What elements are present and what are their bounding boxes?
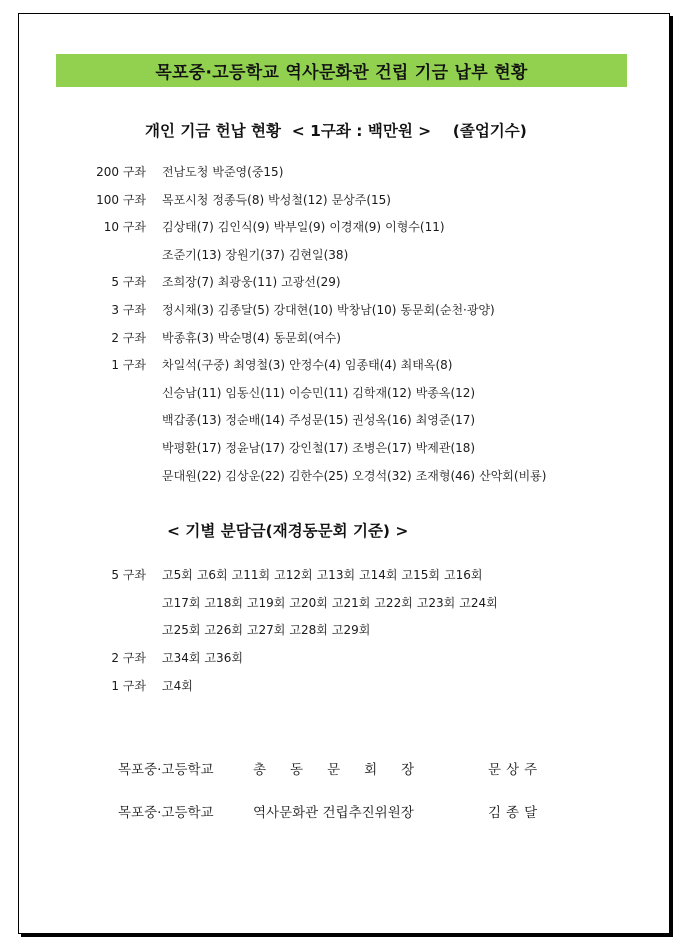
- donor-name: 백갑종(13): [162, 412, 222, 427]
- donor-names: [162, 163, 283, 180]
- donor-name: 고27회: [246, 622, 286, 637]
- donor-name: 김상태(7): [162, 219, 214, 234]
- donor-name: 고12회: [274, 567, 313, 582]
- donation-row: [60, 647, 243, 667]
- donor-name: 주성문(15): [288, 412, 349, 427]
- donor-names: [162, 594, 498, 611]
- donor-names: [162, 301, 495, 318]
- donor-name: 고20회: [289, 595, 328, 610]
- donor-name: 고22회: [374, 595, 413, 610]
- donation-row: [60, 592, 498, 612]
- donor-names: [162, 246, 348, 263]
- donor-name: 권성옥(16): [352, 412, 412, 427]
- donor-name: 정시채(3): [162, 302, 214, 317]
- donor-name: 박평환(17): [162, 440, 222, 455]
- donor-name: 박부일(9): [273, 219, 326, 234]
- donor-name: 임종태(4): [344, 357, 397, 372]
- donor-name: 박준영(중15): [212, 164, 284, 179]
- share-count-label: 3 구좌: [111, 302, 146, 317]
- donor-name: 이승민(11): [288, 385, 349, 400]
- donor-name: 김한수(25): [288, 468, 349, 483]
- donation-row: [60, 216, 445, 236]
- signature-role: 역사문화관 건립추진위원장: [253, 805, 414, 821]
- share-count-label: 5 구좌: [111, 567, 146, 582]
- donation-row: [60, 161, 283, 181]
- signature-org: 목포중·고등학교: [118, 805, 214, 821]
- donor-name: 전남도청: [162, 164, 209, 179]
- donor-name: 고15회: [401, 567, 440, 582]
- donor-names: [162, 439, 475, 456]
- donor-name: 고17회: [162, 595, 201, 610]
- donor-name: 문상주(15): [331, 192, 391, 207]
- donor-name: 고36회: [204, 650, 243, 665]
- donor-names: [162, 356, 452, 373]
- signature-org: 목포중·고등학교: [118, 762, 214, 778]
- donor-name: 이경재(9): [329, 219, 382, 234]
- share-count-label: 2 구좌: [111, 330, 146, 345]
- donor-name: 장원기(37): [225, 247, 285, 262]
- signature-line-committee-chair: [118, 801, 542, 821]
- donor-name: 문대원(22): [162, 468, 222, 483]
- signature-person: 김종달: [488, 805, 543, 821]
- donation-row: [60, 437, 475, 457]
- donor-name: 고18회: [204, 595, 243, 610]
- donation-row: [60, 675, 193, 695]
- donor-name: 김종달(5): [217, 302, 270, 317]
- donor-name: 최영준(17): [415, 412, 476, 427]
- donation-row: [60, 465, 546, 485]
- donor-name: 고5회: [162, 567, 193, 582]
- donor-name: 고4회: [162, 678, 193, 693]
- donor-name: 고19회: [246, 595, 286, 610]
- donation-row: [60, 382, 475, 402]
- donor-name: 박종옥(12): [415, 385, 476, 400]
- donor-name: 고28회: [289, 622, 328, 637]
- donor-name: 고26회: [204, 622, 243, 637]
- donor-name: 동문회(순천·광양): [400, 302, 495, 317]
- donor-name: 박제관(18): [415, 440, 476, 455]
- donor-name: 정윤남(17): [225, 440, 285, 455]
- donor-names: [162, 677, 193, 694]
- donor-name: 최광웅(11): [217, 274, 278, 289]
- donor-name: 고16회: [444, 567, 483, 582]
- document-title: 목포중·고등학교 역사문화관 건립 기금 납부 현황: [56, 54, 627, 87]
- share-count-label: 100 구좌: [96, 192, 146, 207]
- donation-row: [60, 409, 475, 429]
- donor-name: 목포시청: [162, 192, 209, 207]
- signature-role: 총동문회장: [253, 762, 439, 778]
- donor-names: [162, 329, 341, 346]
- donor-name: 동문회(여수): [273, 330, 341, 345]
- donor-name: 조병은(17): [352, 440, 412, 455]
- donor-name: 정종득(8): [212, 192, 265, 207]
- donor-names: [162, 191, 391, 208]
- donor-name: 고29회: [331, 622, 371, 637]
- donation-row: [60, 299, 495, 319]
- donor-names: [162, 411, 475, 428]
- share-count-label: 5 구좌: [111, 274, 146, 289]
- donor-name: 고6회: [196, 567, 228, 582]
- donation-row: [60, 189, 391, 209]
- donor-name: 정순배(14): [225, 412, 285, 427]
- donor-name: 이형수(11): [385, 219, 445, 234]
- donor-name: 박종휴(3): [162, 330, 214, 345]
- share-count-label: 1 구좌: [111, 678, 146, 693]
- share-count-label: 10 구좌: [103, 219, 146, 234]
- donor-names: [162, 621, 370, 638]
- donor-name: 고11회: [231, 567, 271, 582]
- donor-name: 조재형(46): [415, 468, 476, 483]
- donor-names: [162, 273, 341, 290]
- donor-name: 최태옥(8): [400, 357, 453, 372]
- donor-name: 김현일(38): [288, 247, 349, 262]
- donor-name: 고21회: [331, 595, 371, 610]
- donor-name: 차일석(구중): [162, 357, 230, 372]
- donor-name: 산악회(비룡): [479, 468, 547, 483]
- donor-name: 고광선(29): [281, 274, 341, 289]
- donor-name: 고23회: [416, 595, 456, 610]
- donor-names: [162, 566, 482, 583]
- donation-row: [60, 244, 348, 264]
- donation-row: [60, 619, 370, 639]
- donor-name: 김상운(22): [225, 468, 285, 483]
- donor-name: 최영철(3): [233, 357, 286, 372]
- donor-names: [162, 467, 546, 484]
- donor-names: [162, 384, 475, 401]
- share-count-label: 1 구좌: [111, 357, 146, 372]
- individual-section-heading: 개인 기금 헌납 현황 < 1구좌 : 백만원 > (졸업기수): [145, 122, 527, 140]
- donor-name: 고24회: [459, 595, 498, 610]
- donor-name: 김학재(12): [352, 385, 412, 400]
- donor-name: 김인식(9): [217, 219, 270, 234]
- donor-name: 고13회: [316, 567, 356, 582]
- donor-name: 오경석(32): [352, 468, 412, 483]
- donation-row: [60, 564, 482, 584]
- donor-name: 박성철(12): [268, 192, 328, 207]
- donation-row: [60, 327, 341, 347]
- donor-name: 박순명(4): [217, 330, 270, 345]
- donor-name: 조준기(13): [162, 247, 222, 262]
- donation-row: [60, 271, 341, 291]
- donation-row: [60, 354, 452, 374]
- donor-name: 고34회: [162, 650, 201, 665]
- class-share-section-heading: < 기별 분담금(재경동문회 기준) >: [167, 522, 409, 540]
- donor-name: 강대현(10): [273, 302, 333, 317]
- donor-name: 조희장(7): [162, 274, 214, 289]
- donor-name: 임동신(11): [225, 385, 285, 400]
- donor-names: [162, 218, 445, 235]
- donor-name: 강인철(17): [288, 440, 349, 455]
- donor-name: 고14회: [359, 567, 398, 582]
- donor-name: 고25회: [162, 622, 201, 637]
- signature-line-president: [118, 758, 542, 778]
- donor-name: 안정수(4): [289, 357, 341, 372]
- donor-name: 박창남(10): [336, 302, 397, 317]
- signature-person: 문상주: [488, 762, 543, 778]
- donor-names: [162, 649, 243, 666]
- share-count-label: 2 구좌: [111, 650, 146, 665]
- share-count-label: 200 구좌: [96, 164, 146, 179]
- donor-name: 신승남(11): [162, 385, 222, 400]
